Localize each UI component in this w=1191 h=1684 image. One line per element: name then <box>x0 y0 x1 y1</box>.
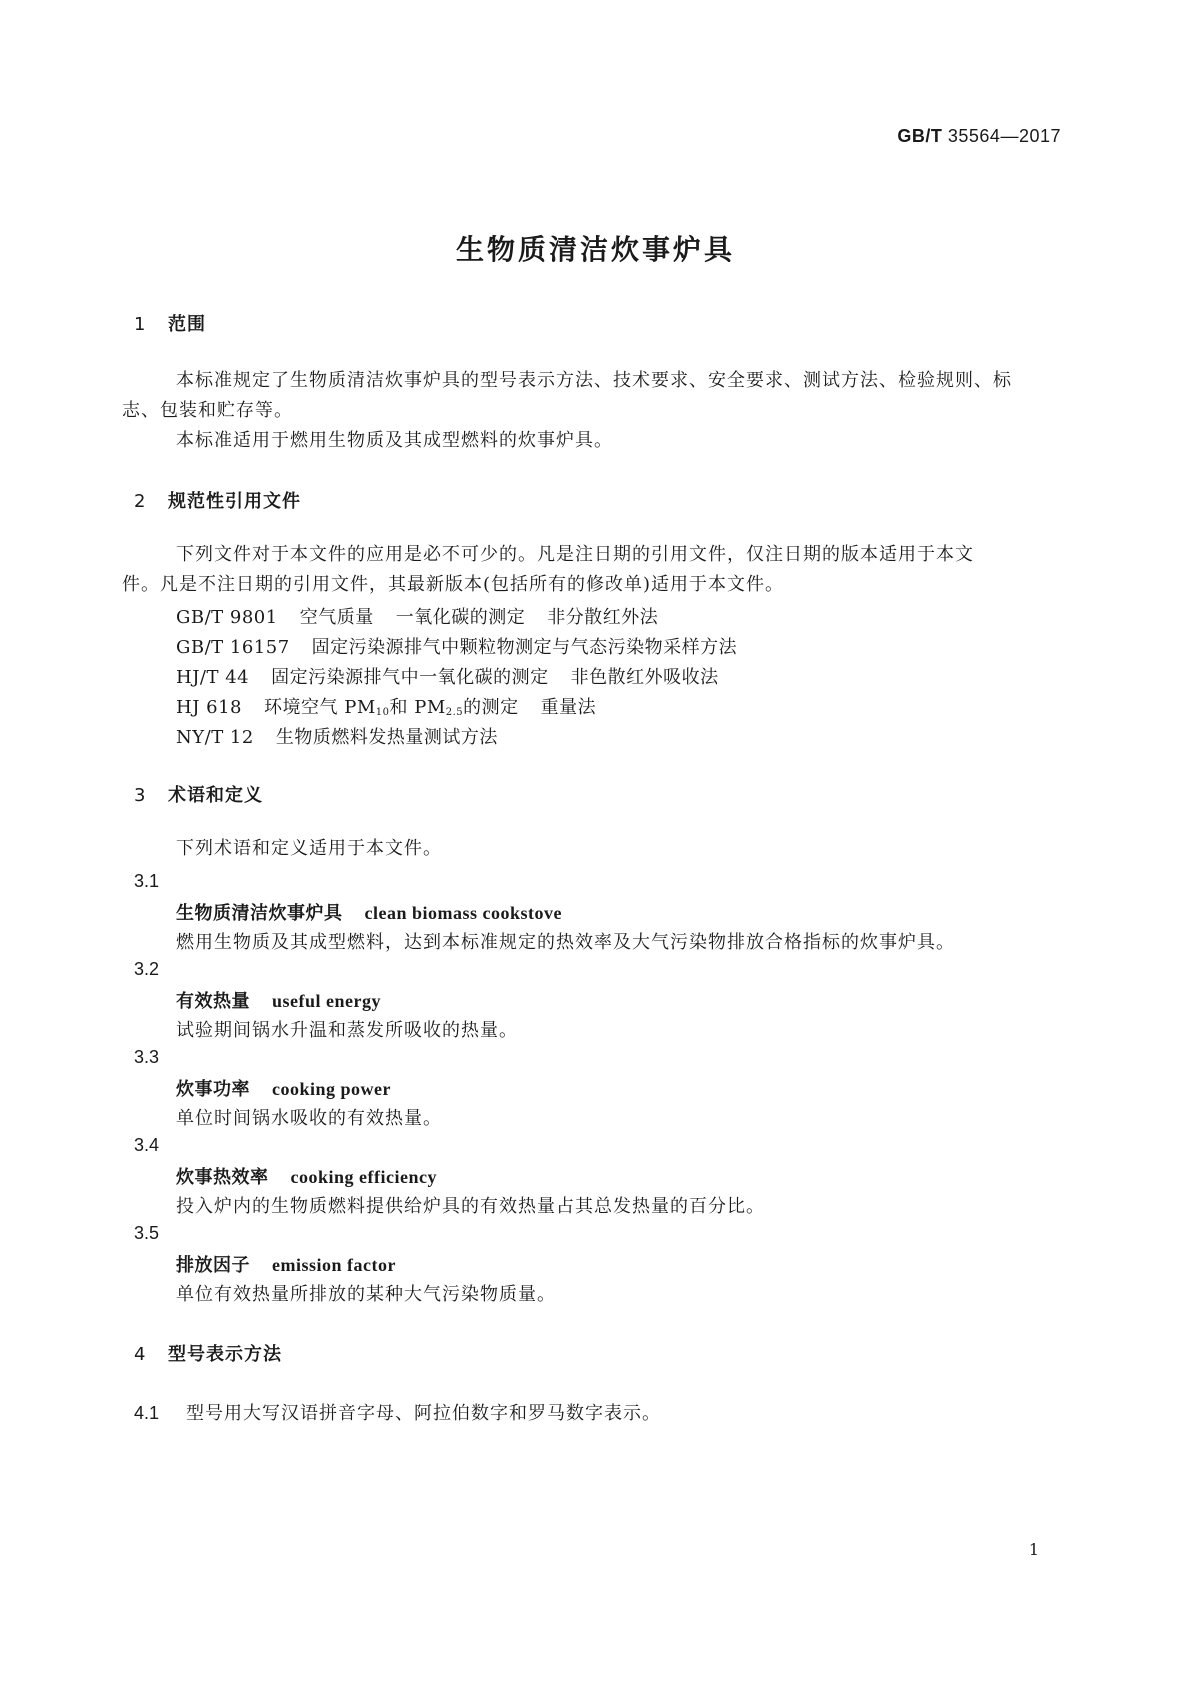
reference-code: HJ/T 44 <box>176 667 250 688</box>
clause-text: 型号用大写汉语拼音字母、阿拉伯数字和罗马数字表示。 <box>186 1403 661 1424</box>
term-number: 3.5 <box>134 1223 160 1243</box>
paragraph-line: 下列术语和定义适用于本文件。 <box>176 838 442 859</box>
reference-code: GB/T 16157 <box>176 637 290 658</box>
term-definition: 单位有效热量所排放的某种大气污染物质量。 <box>176 1284 556 1305</box>
paragraph-line: 下列文件对于本文件的应用是必不可少的。凡是注日期的引用文件，仅注日期的版本适用于本文 <box>176 544 974 565</box>
term-number: 3.2 <box>134 959 160 979</box>
paragraph-line: 件。凡是不注日期的引用文件，其最新版本(包括所有的修改单)适用于本文件。 <box>122 574 785 595</box>
reference-title: 固定污染源排气中颗粒物测定与气态污染物采样方法 <box>311 637 738 658</box>
term-name <box>176 1163 437 1189</box>
term-number: 3.4 <box>134 1135 160 1155</box>
standard-prefix: GB/T <box>897 126 943 146</box>
reference-title: 空气质量 <box>299 607 374 628</box>
term-name-zh: 炊事热效率 <box>176 1167 269 1188</box>
term-name <box>176 1075 391 1101</box>
section-title: 范围 <box>168 314 206 335</box>
section-title: 型号表示方法 <box>168 1344 282 1365</box>
term-definition: 投入炉内的生物质燃料提供给炉具的有效热量占其总发热量的百分比。 <box>176 1196 765 1217</box>
reference-title: 的测定 <box>463 697 519 718</box>
term-name <box>176 899 562 925</box>
section-2-heading <box>134 487 301 513</box>
paragraph-line: 志、包装和贮存等。 <box>122 400 293 421</box>
term-name-en: clean biomass cookstove <box>364 903 562 923</box>
reference-title: 重量法 <box>540 697 597 718</box>
term-definition: 单位时间锅水吸收的有效热量。 <box>176 1108 442 1129</box>
reference-title: 固定污染源排气中一氧化碳的测定 <box>271 667 549 688</box>
term-name-zh: 排放因子 <box>176 1255 250 1276</box>
page-number: 1 <box>1028 1540 1039 1559</box>
section-2-paragraph <box>122 540 1072 600</box>
section-3-heading <box>134 781 263 807</box>
section-3-intro <box>122 834 1072 864</box>
reference-title: 环境空气 PM <box>264 697 376 718</box>
term-name-en: cooking power <box>272 1079 391 1099</box>
reference-title: 一氧化碳的测定 <box>395 607 526 628</box>
section-number: 4 <box>134 1344 147 1365</box>
term-name-zh: 有效热量 <box>176 991 250 1012</box>
subscript: 2.5 <box>445 707 464 718</box>
reference-item <box>176 603 658 629</box>
section-title: 规范性引用文件 <box>168 491 301 512</box>
reference-item <box>176 633 737 659</box>
section-4-heading <box>134 1340 282 1366</box>
standard-number: 35564—2017 <box>947 126 1061 146</box>
term-name <box>176 987 381 1013</box>
reference-title: 非分散红外法 <box>547 607 659 628</box>
reference-code: HJ 618 <box>176 697 242 718</box>
standard-code <box>897 126 1061 147</box>
clause-4-1 <box>134 1399 661 1425</box>
section-number: 3 <box>134 785 147 806</box>
section-1-paragraph-1 <box>122 366 1072 426</box>
section-1-paragraph-2 <box>122 426 1072 456</box>
reference-title: 生物质燃料发热量测试方法 <box>275 727 498 748</box>
term-number: 3.1 <box>134 871 160 891</box>
term-name-en: useful energy <box>272 991 381 1011</box>
section-title: 术语和定义 <box>168 785 263 806</box>
term-name-zh: 生物质清洁炊事炉具 <box>176 903 343 924</box>
section-number: 2 <box>134 491 147 512</box>
section-1-heading <box>134 310 206 336</box>
term-number: 3.3 <box>134 1047 160 1067</box>
reference-title: 和 PM <box>389 697 446 718</box>
reference-code: NY/T 12 <box>176 727 254 748</box>
reference-item <box>176 663 719 689</box>
term-name-en: emission factor <box>272 1255 396 1275</box>
clause-number: 4.1 <box>134 1403 160 1423</box>
reference-title: 非色散红外吸收法 <box>570 667 719 688</box>
term-name-zh: 炊事功率 <box>176 1079 250 1100</box>
document-title: 生物质清洁炊事炉具 <box>455 233 735 266</box>
subscript: 10 <box>375 707 390 718</box>
paragraph-line: 本标准规定了生物质清洁炊事炉具的型号表示方法、技术要求、安全要求、测试方法、检验规则、标 <box>176 370 1012 391</box>
reference-item <box>176 693 596 719</box>
term-name <box>176 1251 396 1277</box>
term-name-en: cooking efficiency <box>290 1167 437 1187</box>
term-definition: 试验期间锅水升温和蒸发所吸收的热量。 <box>176 1020 518 1041</box>
reference-code: GB/T 9801 <box>176 607 278 628</box>
reference-item <box>176 723 498 749</box>
term-definition: 燃用生物质及其成型燃料，达到本标准规定的热效率及大气污染物排放合格指标的炊事炉具。 <box>176 932 955 953</box>
section-number: 1 <box>134 314 147 335</box>
paragraph-line: 本标准适用于燃用生物质及其成型燃料的炊事炉具。 <box>176 430 613 451</box>
